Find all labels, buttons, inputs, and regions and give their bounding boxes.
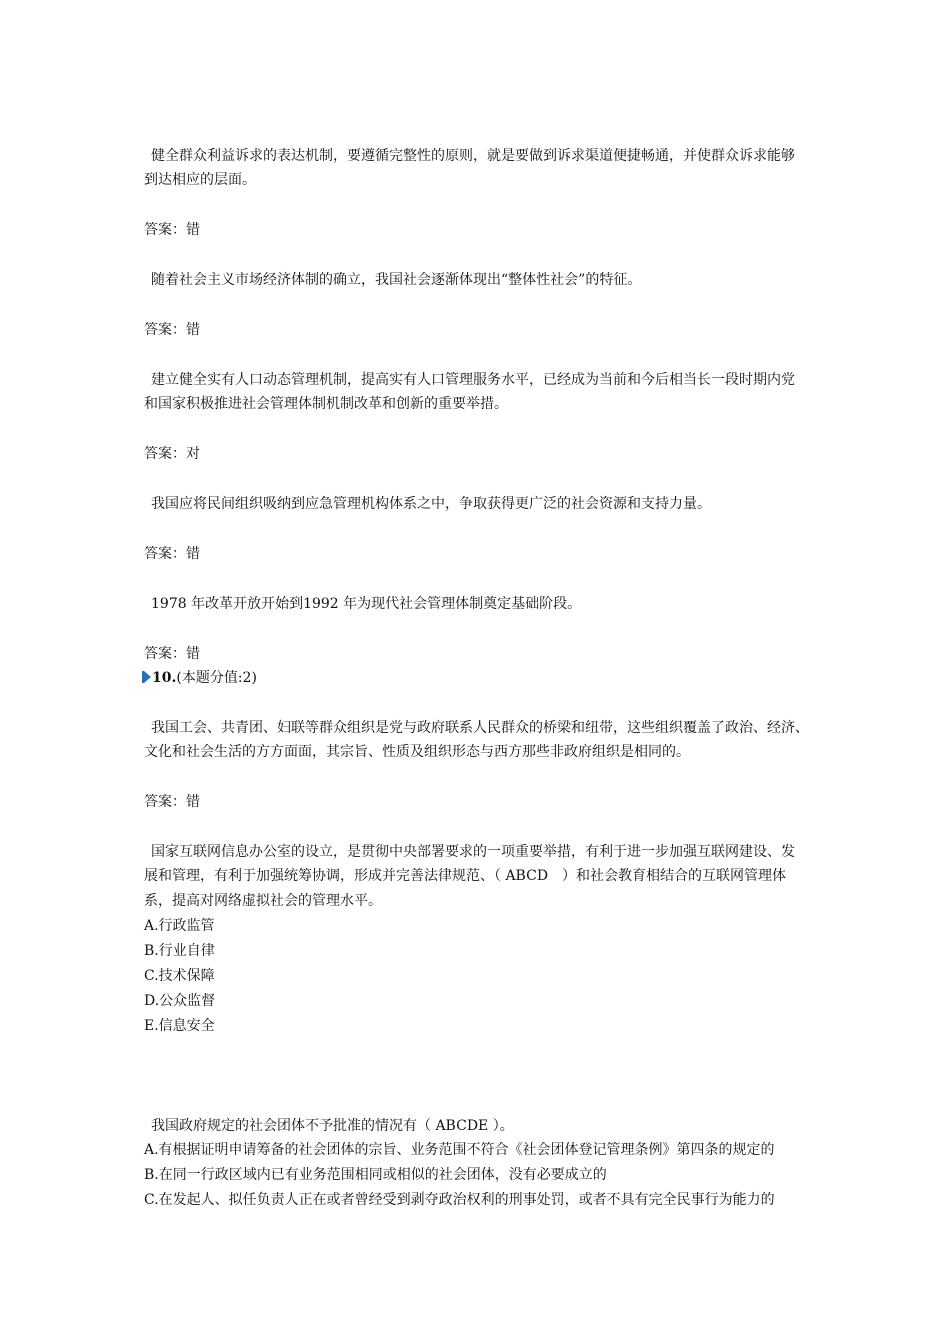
answer-4: 答案：错 [144,546,200,562]
question-11-line-3: 系，提高对网络虚拟社会的管理水平。 [144,893,382,909]
question-11-line-1: 国家互联网信息办公室的设立，是贯彻中央部署要求的一项重要举措，有利于进一步加强互联网建设、发 [151,844,795,860]
statement-4-line-1: 我国应将民间组织吸纳到应急管理机构体系之中，争取获得更广泛的社会资源和支持力量。 [151,496,711,512]
question-12-stem: 我国政府规定的社会团体不予批准的情况有（ ABCDE ）。 [151,1118,514,1134]
question-11-option-d: D.公众监督 [144,993,216,1009]
question-10-line-1: 我国工会、共青团、妇联等群众组织是党与政府联系人民群众的桥梁和纽带，这些组织覆盖了政治、经济、 [151,720,809,736]
statement-2-line-1: 随着社会主义市场经济体制的确立，我国社会逐渐体现出“整体性社会”的特征。 [151,272,642,288]
question-12-option-b: B.在同一行政区域内已有业务范围相同或相似的社会团体，没有必要成立的 [144,1167,607,1183]
question-10-header [144,668,257,688]
question-score: (本题分值:2) [176,670,257,686]
statement-3-line-2: 和国家积极推进社会管理体制机制改革和创新的重要举措。 [144,396,508,412]
play-marker-icon [144,671,151,683]
answer-3: 答案：对 [144,446,200,462]
question-11-option-e: E.信息安全 [144,1018,215,1034]
statement-1-line-1: 健全群众利益诉求的表达机制，要遵循完整性的原则，就是要做到诉求渠道便捷畅通，并使群众诉求能够 [151,148,795,164]
question-10-line-2: 文化和社会生活的方方面面，其宗旨、性质及组织形态与西方那些非政府组织是相同的。 [144,744,690,760]
answer-5: 答案：错 [144,646,200,662]
question-10-answer: 答案：错 [144,794,200,810]
question-12-option-a: A.有根据证明申请筹备的社会团体的宗旨、业务范围不符合《社会团体登记管理条例》第四条的规定的 [144,1142,775,1158]
question-number: 10. [152,670,177,686]
question-11-option-b: B.行业自律 [144,943,215,959]
answer-2: 答案：错 [144,322,200,338]
question-12-option-c: C.在发起人、拟任负责人正在或者曾经受到剥夺政治权利的刑事处罚，或者不具有完全民事行为能力的 [144,1192,775,1208]
answer-1: 答案：错 [144,222,200,238]
statement-1-line-2: 到达相应的层面。 [144,172,256,188]
statement-3-line-1: 建立健全实有人口动态管理机制，提高实有人口管理服务水平，已经成为当前和今后相当长一段时期内党 [151,372,795,388]
statement-5-line-1: 1978 年改革开放开始到1992 年为现代社会管理体制奠定基础阶段。 [151,596,582,612]
question-11-option-a: A.行政监管 [144,918,215,934]
question-11-line-2: 展和管理，有利于加强统筹协调，形成并完善法律规范、（ ABCD ）和社会教育相结合的互联网管理体 [144,868,787,884]
question-11-option-c: C.技术保障 [144,968,215,984]
